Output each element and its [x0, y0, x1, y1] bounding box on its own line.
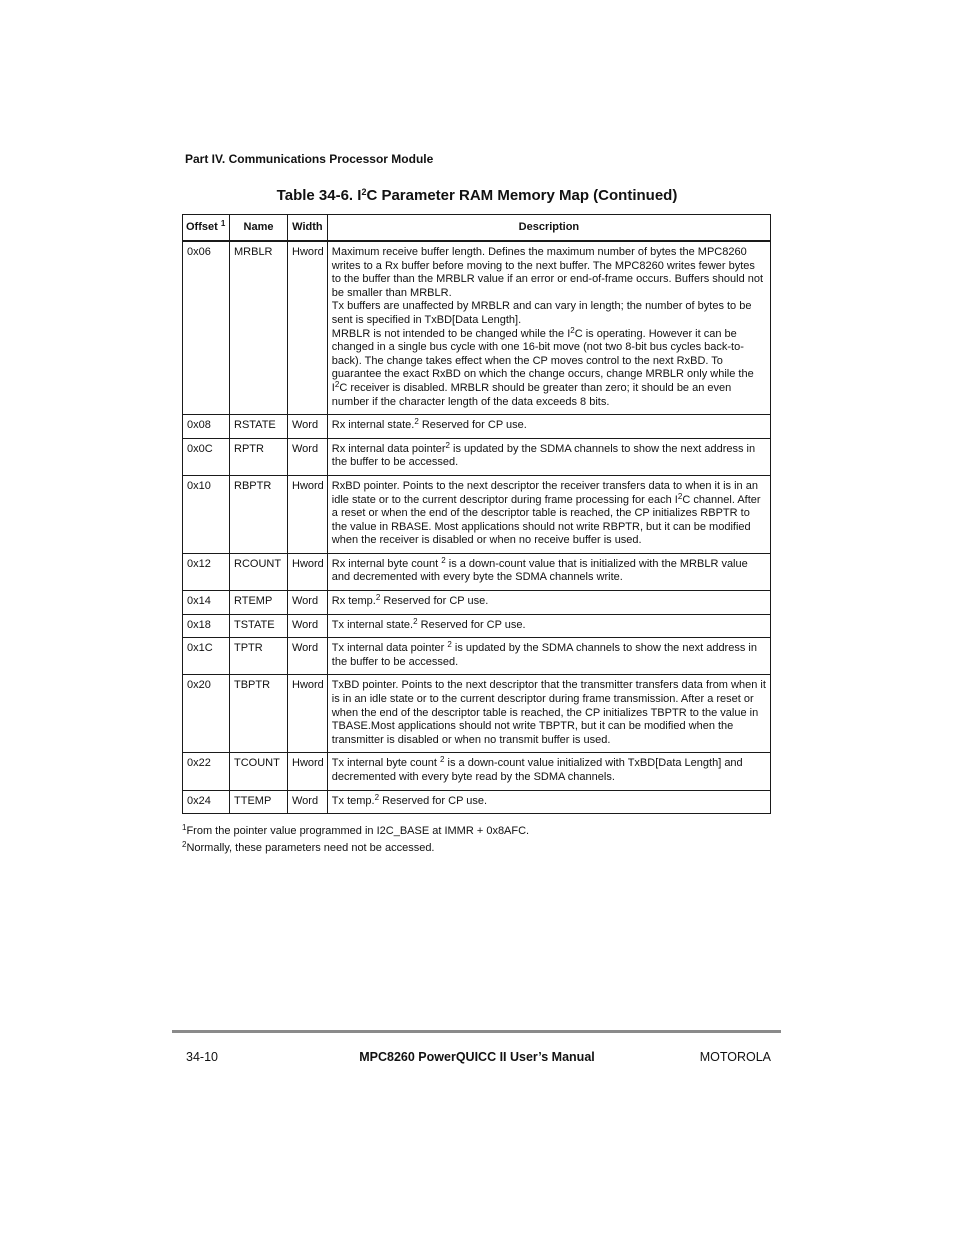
table-row	[183, 475, 771, 553]
description-paragraph: Maximum receive buffer length. Defines the maximum number of bytes the MPC8260 writes to a Rx buffer before moving to the next buffer. The MPC8260 writes fewer bytes to the buffer than the MRBLR value if an error or end-of-frame occurs. Buffers should not be smaller than MRBLR.	[331, 246, 764, 299]
width-cell: Word	[288, 438, 328, 475]
description-cell: Rx temp.$^2$ Reserved for CP use.	[327, 591, 770, 615]
table-row	[183, 638, 771, 675]
width-cell: Hword	[288, 753, 328, 790]
table-row	[183, 790, 771, 814]
offset-cell: 0x1C	[183, 638, 230, 675]
table-row	[183, 614, 771, 638]
page-number: 34-10	[186, 1050, 218, 1064]
description-cell: Rx internal byte count $^2$ is a down-count value that is initialized with the MRBLR value and decremented with every byte the SDMA channels write.	[327, 553, 770, 590]
footnote-mark: 2	[182, 840, 187, 849]
footnote	[182, 823, 529, 840]
offset-footnote-mark: 1	[220, 218, 226, 228]
description-cell: Rx internal state.$^2$ Reserved for CP use.	[327, 415, 770, 439]
name-cell: RBPTR	[230, 475, 288, 553]
footnote	[182, 840, 529, 857]
table-title-superscript: 2	[361, 187, 367, 197]
description-cell: RxBD pointer. Points to the next descriptor the receiver transfers data to when it is in an idle state or to the current descriptor during frame processing for each $I^2C$ channel. After a reset or when the end of the descriptor table is reached, the CP initializes RBPTR to the value in RBASE. Most applications should not write RBPTR, but it can be modified when the receiver is disabled or when no receive buffer is used.	[327, 475, 770, 553]
description-paragraph: MRBLR is not intended to be changed while the $I^2C$ is operating. However it can be changed in a single bus cycle with one 16-bit move (not two 8-bit bus cycles back-to-back). The change takes effect when the CP moves control to the next RxBD. To guarantee the exact RxBD on which the change occurs, change MRBLR only while the $I^2C$ receiver is disabled. MRBLR should be greater than zero; it should be an even number if the character length of the data exceeds 8 bits.	[331, 325, 754, 408]
table-row	[183, 415, 771, 439]
table-row	[183, 241, 771, 415]
name-cell: TSTATE	[230, 614, 288, 638]
description-cell: Rx internal data pointer$^2$ is updated by the SDMA channels to show the next address in the buffer to be accessed.	[327, 438, 770, 475]
width-cell: Hword	[288, 475, 328, 553]
table-row	[183, 753, 771, 790]
description-cell: Tx internal byte count $^2$ is a down-count value initialized with TxBD[Data Length] and decremented with every byte read by the SDMA channels.	[327, 753, 770, 790]
table-header-row	[183, 215, 771, 242]
column-header-offset: Offset $^1$	[183, 215, 230, 242]
offset-cell: 0x24	[183, 790, 230, 814]
company-name: MOTOROLA	[699, 1050, 771, 1064]
offset-cell: 0x12	[183, 553, 230, 590]
footer-rule	[172, 1030, 781, 1033]
name-cell: RPTR	[230, 438, 288, 475]
name-cell: RSTATE	[230, 415, 288, 439]
name-cell: RTEMP	[230, 591, 288, 615]
name-cell: TBPTR	[230, 675, 288, 753]
offset-cell: 0x0C	[183, 438, 230, 475]
name-cell: MRBLR	[230, 241, 288, 415]
description-cell: Tx internal state.$^2$ Reserved for CP use.	[327, 614, 770, 638]
width-cell: Word	[288, 638, 328, 675]
width-cell: Hword	[288, 241, 328, 415]
description-cell: TxBD pointer. Points to the next descriptor that the transmitter transfers data from when it is in an idle state or to the current descriptor during frame transmission. After a reset or when the end of the descriptor table is reached, the CP initializes TBPTR to the value in TBASE.Most applications should not write TBPTR, but it can be modified when the transmitter is disabled or when no transmit buffer is used.	[327, 675, 770, 753]
table-row	[183, 438, 771, 475]
table-title-suffix: C Parameter RAM Memory Map (Continued)	[366, 187, 678, 204]
width-cell: Hword	[288, 553, 328, 590]
table-footnotes	[182, 823, 529, 857]
column-header-name: Name	[230, 215, 288, 242]
column-header-width: Width	[288, 215, 328, 242]
offset-cell: 0x18	[183, 614, 230, 638]
table-title	[0, 187, 954, 204]
offset-cell: 0x08	[183, 415, 230, 439]
offset-cell: 0x06	[183, 241, 230, 415]
footnote-text: Normally, these parameters need not be accessed.	[186, 842, 435, 854]
offset-cell: 0x14	[183, 591, 230, 615]
name-cell: RCOUNT	[230, 553, 288, 590]
table-row	[183, 591, 771, 615]
description-cell	[327, 241, 770, 415]
table-row	[183, 553, 771, 590]
name-cell: TTEMP	[230, 790, 288, 814]
offset-cell: 0x20	[183, 675, 230, 753]
table-row	[183, 675, 771, 753]
width-cell: Word	[288, 591, 328, 615]
running-header: Part IV. Communications Processor Module	[185, 152, 434, 166]
column-header-description: Description	[327, 215, 770, 242]
description-cell: Tx internal data pointer $^2$ is updated by the SDMA channels to show the next address in the buffer to be accessed.	[327, 638, 770, 675]
width-cell: Hword	[288, 675, 328, 753]
width-cell: Word	[288, 415, 328, 439]
offset-cell: 0x10	[183, 475, 230, 553]
table-title-prefix: Table 34-6. I	[276, 187, 362, 204]
width-cell: Word	[288, 614, 328, 638]
description-cell: Tx temp.$^2$ Reserved for CP use.	[327, 790, 770, 814]
offset-cell: 0x22	[183, 753, 230, 790]
manual-title: MPC8260 PowerQUICC II User’s Manual	[359, 1050, 595, 1064]
width-cell: Word	[288, 790, 328, 814]
name-cell: TPTR	[230, 638, 288, 675]
description-paragraph: Tx buffers are unaffected by MRBLR and can vary in length; the number of bytes to be sent is specified in TxBD[Data Length].	[331, 300, 752, 326]
footnote-text: From the pointer value programmed in I2C_BASE at IMMR + 0x8AFC.	[186, 825, 530, 837]
name-cell: TCOUNT	[230, 753, 288, 790]
parameter-ram-memory-map-table	[182, 214, 771, 814]
footnote-mark: 1	[182, 823, 187, 832]
